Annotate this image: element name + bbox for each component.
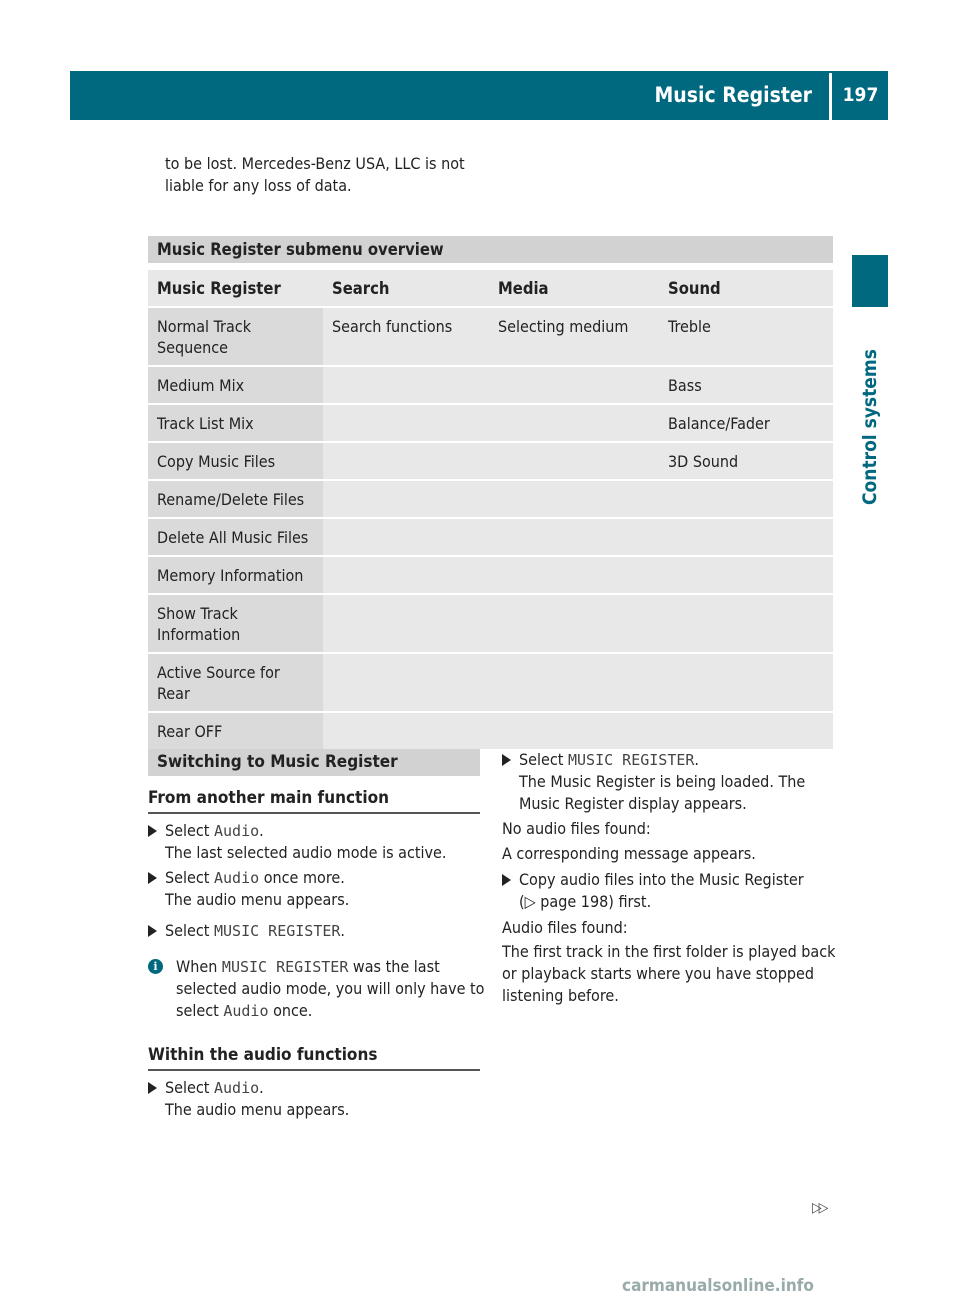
table-row [148, 557, 833, 595]
step-text: Select [519, 750, 568, 769]
files-found-description [502, 941, 842, 1007]
description-line: listening before. [502, 986, 619, 1005]
footer-watermark: carmanualsonline.info [622, 1276, 814, 1296]
table-cell: Track List Mix [148, 405, 323, 443]
table-cell: Normal Track Sequence [148, 308, 323, 367]
table-cell [323, 443, 489, 481]
table-row [148, 519, 833, 557]
table-cell [489, 654, 659, 713]
table-cell [323, 595, 489, 654]
table-cell [323, 367, 489, 405]
table-cell [323, 405, 489, 443]
table-cell [489, 443, 659, 481]
intro-text [165, 153, 495, 197]
col-header-sound: Sound [659, 270, 833, 308]
table-cell [489, 405, 659, 443]
step-text: . [340, 921, 345, 940]
step-text: once more. [259, 868, 345, 887]
table-cell: Copy Music Files [148, 443, 323, 481]
table-cell: Selecting medium [489, 308, 659, 367]
table-cell [659, 519, 833, 557]
table-cell [489, 557, 659, 595]
step-text: Select [165, 1078, 214, 1097]
table-cell: Rear OFF [148, 713, 323, 751]
step-arrow-icon [148, 1082, 157, 1094]
step-select-audio-again [148, 867, 483, 911]
table-cell [659, 595, 833, 654]
step-copy-files [502, 869, 837, 913]
step-text: . [694, 750, 699, 769]
step-text: . [259, 821, 264, 840]
menu-item-music-register: MUSIC REGISTER [567, 751, 695, 769]
table-cell [323, 713, 489, 751]
table-title: Music Register submenu overview [148, 236, 833, 263]
col-header-music-register: Music Register [148, 270, 323, 308]
subhead-within-audio: Within the audio functions [148, 1045, 480, 1071]
table-cell [323, 519, 489, 557]
no-files-message: A corresponding message appears. [502, 844, 756, 863]
section-title-switching: Switching to Music Register [148, 749, 480, 776]
step-select-music-register [148, 920, 483, 942]
header-title: Music Register [654, 83, 812, 107]
info-text: once. [268, 1001, 313, 1020]
table-row [148, 654, 833, 713]
step-arrow-icon [148, 825, 157, 837]
page-number: 197 [842, 84, 879, 106]
table-cell: Delete All Music Files [148, 519, 323, 557]
step-select-audio [148, 820, 483, 864]
table-cell [323, 557, 489, 595]
table-row [148, 713, 833, 751]
table-cell [659, 654, 833, 713]
step-result: The last selected audio mode is active. [165, 843, 447, 862]
table-row [148, 367, 833, 405]
table-row [148, 308, 833, 367]
step-arrow-icon [502, 754, 511, 766]
table-cell: Bass [659, 367, 833, 405]
table-cell [659, 481, 833, 519]
step-text: . [259, 1078, 264, 1097]
info-code: MUSIC REGISTER [221, 958, 349, 976]
table-cell: 3D Sound [659, 443, 833, 481]
info-text: When [176, 957, 222, 976]
menu-item-music-register: MUSIC REGISTER [213, 922, 341, 940]
step-result: The audio menu appears. [165, 890, 350, 909]
header-bar [70, 71, 888, 120]
description-line: The first track in the first folder is played back [502, 942, 836, 961]
table-cell [489, 595, 659, 654]
side-tab-block [852, 255, 888, 307]
step-result: Music Register display appears. [519, 794, 747, 813]
step-result: The Music Register is being loaded. The [519, 772, 806, 791]
table-cell: Rename/Delete Files [148, 481, 323, 519]
intro-line-1: to be lost. Mercedes-Benz USA, LLC is not [165, 154, 465, 173]
step-text: Select [165, 821, 214, 840]
header-separator [829, 73, 832, 120]
step-result: The audio menu appears. [165, 1100, 350, 1119]
menu-item-audio: Audio [213, 822, 260, 840]
table-cell [659, 713, 833, 751]
table-cell: Treble [659, 308, 833, 367]
table-cell [489, 519, 659, 557]
info-icon: i [148, 959, 163, 974]
table-cell [489, 481, 659, 519]
files-found-label: Audio files found: [502, 918, 628, 937]
table-cell: Search functions [323, 308, 489, 367]
table-header-row [148, 270, 833, 308]
info-text: selected audio mode, you will only have to [176, 979, 485, 998]
step-arrow-icon [502, 874, 511, 886]
table-cell [323, 654, 489, 713]
continue-arrows-icon: ▷▷ [812, 1200, 826, 1216]
info-text: was the last [348, 957, 440, 976]
step-arrow-icon [148, 925, 157, 937]
table-body [148, 308, 833, 751]
page-reference: (▷ page 198) first. [519, 892, 652, 911]
table-cell [323, 481, 489, 519]
step-text: Select [165, 868, 214, 887]
table-row [148, 405, 833, 443]
submenu-table [148, 270, 833, 751]
table-cell [659, 557, 833, 595]
table-cell: Active Source for Rear [148, 654, 323, 713]
description-line: or playback starts where you have stopped [502, 964, 815, 983]
menu-item-audio: Audio [213, 1079, 260, 1097]
table-cell [489, 713, 659, 751]
table-cell [489, 367, 659, 405]
step-arrow-icon [148, 872, 157, 884]
table-cell: Memory Information [148, 557, 323, 595]
step-select-music-register-right [502, 749, 837, 815]
table-row [148, 443, 833, 481]
step-text: Copy audio files into the Music Register [519, 870, 804, 889]
step-select-audio-within [148, 1077, 483, 1121]
no-files-label: No audio files found: [502, 819, 651, 838]
table-row [148, 595, 833, 654]
col-header-media: Media [489, 270, 659, 308]
menu-item-audio: Audio [213, 869, 260, 887]
info-note [176, 956, 486, 1022]
side-tab-label: Control systems [859, 349, 881, 505]
info-code: Audio [223, 1002, 269, 1020]
table-cell: Balance/Fader [659, 405, 833, 443]
step-text: Select [165, 921, 214, 940]
col-header-search: Search [323, 270, 489, 308]
table-cell: Medium Mix [148, 367, 323, 405]
intro-line-2: liable for any loss of data. [165, 176, 352, 195]
table-row [148, 481, 833, 519]
subhead-from-main: From another main function [148, 788, 480, 814]
table-cell: Show Track Information [148, 595, 323, 654]
info-text: select [176, 1001, 224, 1020]
